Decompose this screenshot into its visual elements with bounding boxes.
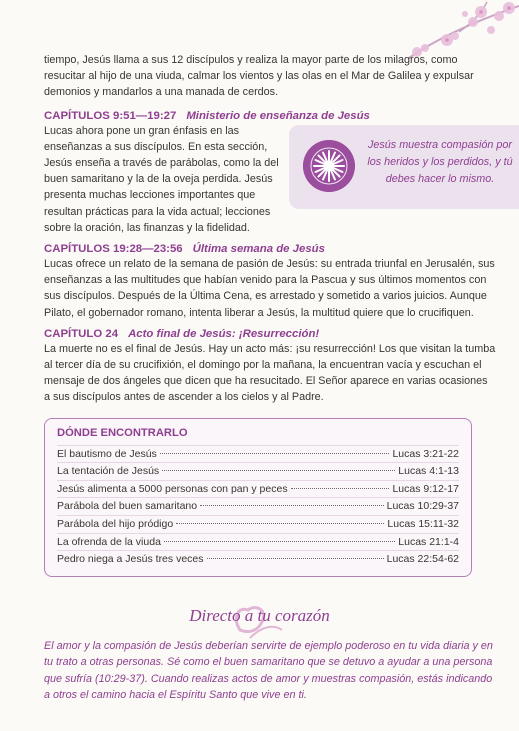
- section-ministry: [44, 109, 513, 236]
- reference-label: El bautismo de Jesús: [57, 447, 157, 460]
- where-to-find-box: [44, 418, 472, 577]
- dot-leader: [176, 523, 384, 524]
- section-text: Lucas ahora pone un gran énfasis en las enseñanzas a sus discípulos. En esta sección, Jesús enseña a través de parábolas, como la del buen samaritano y la de la oveja perdida. Jesús presenta muchas lecciones importantes que resultan prácticas para la vida actual; lecciones sobre la oración, las finanzas y la fidelidad.: [44, 124, 279, 234]
- section-last-week: [44, 243, 496, 321]
- cherry-blossom-decoration: [369, 0, 519, 60]
- page-content: [44, 52, 513, 577]
- section-heading: [44, 110, 496, 122]
- reference-label: La tentación de Jesús: [57, 465, 160, 478]
- chapter-reference: CAPÍTULOS 19:28—23:56: [44, 243, 183, 256]
- reference-row: [57, 533, 459, 551]
- reference-label: Parábola del buen samaritano: [57, 500, 198, 513]
- where-to-find-list: [57, 445, 459, 568]
- section-resurrection: [44, 328, 496, 406]
- sidebar-note-text: Jesús muestra compasión por los heridos y los perdidos, y tú debes hacer lo mismo.: [367, 138, 513, 185]
- heart-section-text: El amor y la compasión de Jesús deberían servirte de ejemplo poderoso en tu vida diaria y en tu trato a otras personas. Sé como el buen samaritano que se detuvo a ayudar a una persona que sufría (10:29-37). Cuando realizas actos de amor y muestras compasión, estás indicando a otros el camino hacia el Espíritu Santo que vive en ti.: [44, 640, 493, 701]
- reference-row: [57, 462, 459, 480]
- intro-paragraph: tiempo, Jesús llama a sus 12 discípulos y realiza la mayor parte de los milagros, como resucitar al hijo de una viuda, calmar los vientos y las olas en el Mar de Galilea y expulsar demonios y mandarlos a una manada de cerdos.: [44, 54, 474, 99]
- reference-value: Lucas 21:1-4: [398, 535, 459, 548]
- reference-value: Lucas 10:29-37: [386, 500, 459, 513]
- reference-label: La ofrenda de la viuda: [57, 535, 161, 548]
- section-title: Acto final de Jesús: ¡Resurrección!: [128, 327, 320, 340]
- heart-section-title: Directo a tu corazón: [189, 606, 330, 625]
- section-text: La muerte no es el final de Jesús. Hay un acto más: ¡su resurrección! Los que visitan la tumba al tercer día de su crucifixión, el domingo por la mañana, la encuentran vacía y escuchan el mensaje de dos ángeles que dicen que ha resucitado. El Señor aparece en varias ocasiones a sus discípulos antes de ascender a los cielos y al Padre.: [44, 342, 496, 404]
- dot-leader: [291, 488, 390, 489]
- reference-value: Lucas 15:11-32: [387, 518, 459, 531]
- chapter-reference: CAPÍTULO 24: [44, 327, 119, 340]
- reference-row: [57, 480, 459, 498]
- section-heading: [44, 328, 496, 340]
- flower-badge-icon: [303, 140, 355, 192]
- dot-leader: [200, 505, 384, 506]
- reference-label: Parábola del hijo pródigo: [57, 518, 174, 531]
- reference-value: Lucas 4:1-13: [398, 465, 459, 478]
- reference-label: Jesús alimenta a 5000 personas con pan y peces: [57, 482, 288, 495]
- dot-leader: [207, 558, 384, 559]
- sidebar-note: [289, 125, 519, 209]
- reference-row: [57, 445, 459, 463]
- section-heading: [44, 243, 496, 255]
- reference-row: [57, 497, 459, 515]
- reference-value: Lucas 9:12-17: [392, 482, 459, 495]
- section-title: Ministerio de enseñanza de Jesús: [186, 109, 370, 122]
- chapter-reference: CAPÍTULOS 9:51—19:27: [44, 109, 177, 122]
- dot-leader: [162, 470, 395, 471]
- section-title: Última semana de Jesús: [192, 243, 325, 256]
- dot-leader: [160, 453, 390, 454]
- reference-row: [57, 550, 459, 568]
- dot-leader: [164, 541, 395, 542]
- where-to-find-title: DÓNDE ENCONTRARLO: [57, 426, 188, 439]
- section-text: Lucas ofrece un relato de la semana de pasión de Jesús: su entrada triunfal en Jerusalén, sus enseñanzas a las multitudes que habían venido para la Pascua y sus últimos momentos con sus discípulos. Después de la Última Cena, es arrestado y sometido a varios juicios. Aunque Pilato, el gobernador romano, intenta liberar a Jesús, la multitud quiere que lo crucifiquen.: [44, 258, 495, 319]
- reference-label: Pedro niega a Jesús tres veces: [57, 553, 204, 566]
- reference-value: Lucas 22:54-62: [386, 553, 459, 566]
- reference-row: [57, 515, 459, 533]
- reference-value: Lucas 3:21-22: [392, 447, 459, 460]
